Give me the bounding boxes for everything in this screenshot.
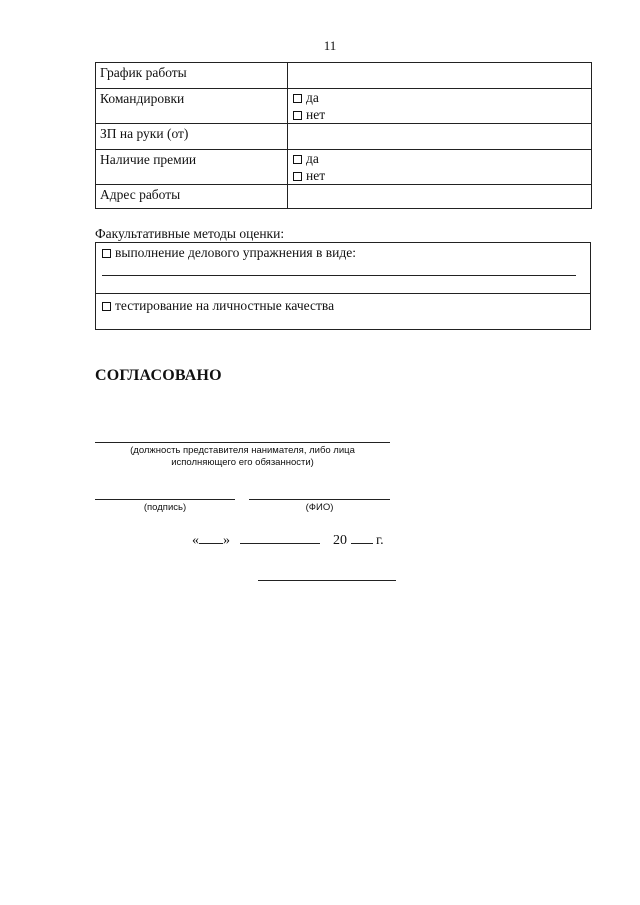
day-blank[interactable] — [199, 531, 223, 544]
month-blank[interactable] — [240, 531, 320, 544]
page-number: 11 — [323, 38, 337, 53]
name-line[interactable] — [249, 499, 390, 500]
option-yes[interactable]: да — [293, 150, 591, 167]
option-no[interactable]: нет — [293, 167, 591, 184]
table-row — [96, 124, 592, 150]
position-caption: (должность представителя нанимателя, либо лица исполняющего его обязанности) — [130, 445, 355, 468]
business-trips-options — [288, 89, 592, 124]
bonus-options — [288, 150, 592, 185]
optional-methods-box — [95, 242, 591, 330]
work-address-value[interactable] — [288, 185, 592, 209]
option-no[interactable]: нет — [293, 106, 591, 123]
signature-caption: (подпись) — [143, 502, 187, 513]
approval-heading: СОГЛАСОВАНО — [95, 367, 222, 384]
table-row — [96, 150, 592, 185]
row-label: График работы — [96, 63, 288, 89]
row-label: Командировки — [96, 89, 288, 124]
optional-methods-title: Факультативные методы оценки: — [95, 226, 285, 241]
method-personality-test[interactable]: тестирование на личностные качества — [102, 298, 334, 314]
work-schedule-value[interactable] — [288, 63, 592, 89]
checkbox-icon[interactable] — [102, 302, 111, 311]
approval-date: « » 20 г. — [192, 533, 384, 548]
name-caption: (ФИО) — [305, 502, 334, 513]
option-yes[interactable]: да — [293, 89, 591, 106]
checkbox-icon[interactable] — [293, 172, 302, 181]
table-row — [96, 89, 592, 124]
exercise-description-line[interactable] — [102, 275, 576, 276]
table-row — [96, 185, 592, 209]
checkbox-icon[interactable] — [102, 249, 111, 258]
signature-line[interactable] — [95, 499, 235, 500]
table-row — [96, 63, 592, 89]
row-label: Наличие премии — [96, 150, 288, 185]
checkbox-icon[interactable] — [293, 111, 302, 120]
divider — [96, 293, 590, 294]
year-blank[interactable] — [351, 531, 373, 544]
position-line[interactable] — [95, 442, 390, 443]
method-business-exercise[interactable]: выполнение делового упражнения в виде: — [102, 245, 356, 261]
row-label: Адрес работы — [96, 185, 288, 209]
checkbox-icon[interactable] — [293, 155, 302, 164]
salary-value[interactable] — [288, 124, 592, 150]
checkbox-icon[interactable] — [293, 94, 302, 103]
vacancy-info-table — [95, 62, 592, 209]
registration-line[interactable] — [258, 580, 396, 581]
row-label: ЗП на руки (от) — [96, 124, 288, 150]
